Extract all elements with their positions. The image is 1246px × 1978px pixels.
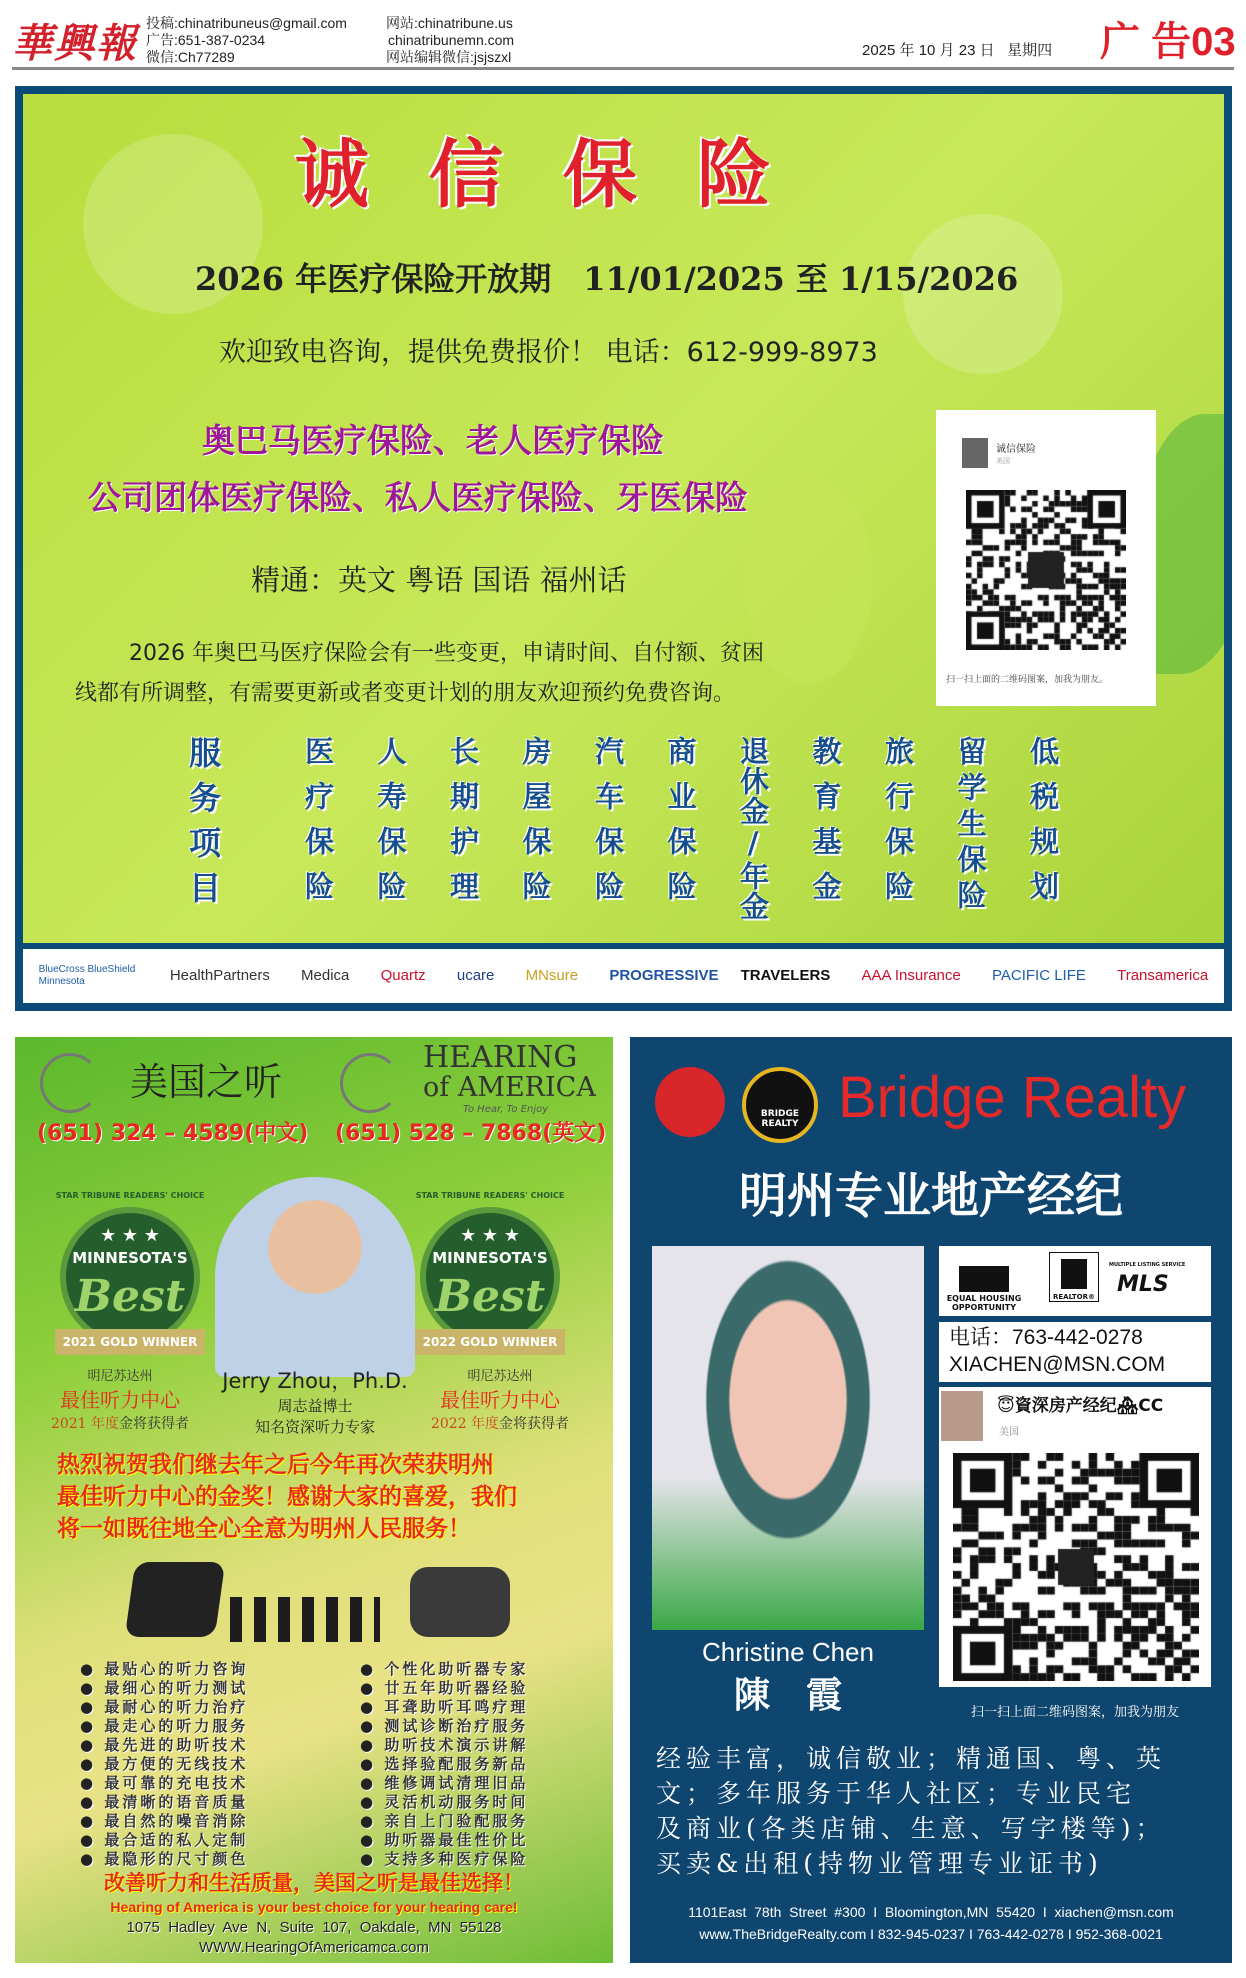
badge-ribbon: 2022 GOLD WINNER <box>415 1329 565 1355</box>
agent-phone: 电话：763-442-0278 <box>949 1326 1143 1349</box>
affiliation-logos <box>939 1246 1211 1316</box>
notice-line-1: 2026 年奥巴马医疗保险会有一些变更，申请时间、自付额、贫困 <box>129 641 764 666</box>
qr-account-name: 诚信保险 <box>996 444 1036 455</box>
badge-ribbon: 2021 GOLD WINNER <box>55 1329 205 1355</box>
tagline: To Hear, To Enjoy <box>463 1104 549 1115</box>
wechat-id: 微信:Ch77289 <box>146 49 235 65</box>
doctor-photo <box>215 1177 415 1377</box>
agent-name-en: Christine Chen <box>702 1637 874 1667</box>
badge-top: STAR TRIBUNE READERS' CHOICE <box>415 1191 565 1200</box>
feature-item: ● 最贴心的听力咨询 <box>80 1660 248 1679</box>
submission-email: 投稿:chinatribuneus@gmail.com <box>146 15 347 31</box>
stars-icon: ★ ★ ★ <box>460 1225 520 1246</box>
ear-logo-icon <box>40 1053 100 1113</box>
hearing-aids-image <box>230 1597 380 1642</box>
mls-logo: MLS <box>1117 1272 1169 1297</box>
features-right <box>360 1660 528 1869</box>
issue-date: 2025 年 10 月 23 日 <box>862 42 995 59</box>
mls-small: MULTIPLE LISTING SERVICE <box>1109 1262 1186 1268</box>
equal-housing-logo: EQUAL HOUSING OPPORTUNITY <box>943 1252 1025 1312</box>
feature-item: ● 支持多种医疗保险 <box>360 1850 528 1869</box>
service-item: 医疗保险 <box>301 736 335 916</box>
services-grid <box>298 736 1078 921</box>
carrier-logo: BlueCross BlueShield Minnesota <box>38 964 136 987</box>
carrier-logos <box>23 949 1224 1003</box>
feature-item: ● 个性化助听器专家 <box>360 1660 528 1679</box>
carrier-logo: Medica <box>301 967 350 984</box>
badge-mid: MINNESOTA'S <box>432 1249 548 1267</box>
feature-item: ● 最隐形的尺寸颜色 <box>80 1850 248 1869</box>
feature-item: ● 最先进的助听技术 <box>80 1736 248 1755</box>
carrier-logo: MNsure <box>525 967 579 984</box>
carrier-logo: HealthPartners <box>169 967 270 984</box>
service-item: 汽车保险 <box>591 736 625 916</box>
website-2: chinatribunemn.com <box>388 32 515 48</box>
feature-item: ● 最可靠的充电技术 <box>80 1774 248 1793</box>
slogan: 改善听力和生活质量，美国之听是最佳选择！ <box>104 1871 524 1895</box>
realtor-logo: REALTOR® <box>1049 1252 1099 1302</box>
feature-item: ● 测试诊断治疗服务 <box>360 1717 528 1736</box>
phone-line: 欢迎致电咨询，提供免费报价！ 电话：612-999-8973 <box>219 337 878 368</box>
address: 1075 Hadley Ave N, Suite 107, Oakdale, MN 55128 <box>126 1919 502 1936</box>
bio-line: 及商业(各类店铺、生意、写字楼等)； <box>656 1814 1166 1843</box>
bridge-realty-ad <box>630 1037 1232 1963</box>
minnesotas-best-badge <box>50 1187 210 1367</box>
slogan-english: Hearing of America is your best choice for your hearing care! <box>110 1899 518 1915</box>
badge-mid: MINNESOTA'S <box>72 1249 188 1267</box>
carrier-logo: Quartz <box>380 967 426 984</box>
service-item: 房屋保险 <box>518 736 553 916</box>
profile-avatar <box>962 438 988 468</box>
doctor-title: 知名资深听力专家 <box>254 1418 375 1436</box>
feature-item: ● 最合适的私人定制 <box>80 1831 248 1850</box>
website-1: 网站:chinatribune.us <box>386 15 513 31</box>
website-link[interactable]: WWW.HearingOfAmericamca.com <box>198 1939 430 1956</box>
badge-top: STAR TRIBUNE READERS' CHOICE <box>55 1191 205 1200</box>
service-item: 教育基金 <box>808 736 843 916</box>
service-item: 人寿保险 <box>373 736 408 916</box>
header-divider <box>12 67 1234 70</box>
feature-item: ● 最耐心的听力治疗 <box>80 1698 248 1717</box>
insurance-ad <box>15 86 1232 1011</box>
notice-line-2: 线都有所调整，有需要更新或者变更计划的朋友欢迎预约免费咨询。 <box>75 681 736 706</box>
features-left <box>80 1660 248 1869</box>
wechat-region: 美国 <box>999 1427 1019 1438</box>
bridge-realty-badge: BRIDGE REALTY <box>742 1067 818 1143</box>
minnesotas-best-badge <box>410 1187 570 1367</box>
badge-best: Best <box>74 1271 186 1322</box>
brand-line-1: HEARING <box>423 1040 578 1075</box>
award-caption: 明尼苏达州 最佳听力中心 2022 年度金将获得者 <box>430 1369 570 1432</box>
agent-bio <box>656 1741 1166 1881</box>
agent-photo <box>652 1246 924 1630</box>
profile-avatar <box>941 1391 983 1441</box>
ear-logo-icon <box>340 1053 400 1113</box>
feature-item: ● 耳聋助听耳鸣疗理 <box>360 1698 528 1717</box>
wechat-qr-card[interactable] <box>939 1387 1211 1687</box>
feature-item: ● 最方便的无线技术 <box>80 1755 248 1774</box>
feature-item: ● 维修调试清理旧品 <box>360 1774 528 1793</box>
feature-item: ● 助听器最佳性价比 <box>360 1831 528 1850</box>
brand-name-cn: 美国之听 <box>130 1060 283 1104</box>
brand-name: Bridge Realty <box>838 1065 1187 1130</box>
feature-item: ● 最清晰的语音质量 <box>80 1793 248 1812</box>
website-info <box>386 15 514 66</box>
qr-code <box>953 1453 1199 1681</box>
page-number: 03 <box>1191 20 1236 64</box>
insurance-types-1: 奥巴马医疗保险、老人医疗保险 <box>202 421 664 460</box>
feature-item: ● 最自然的噪音消除 <box>80 1812 248 1831</box>
service-item: 长期护理 <box>446 736 480 916</box>
ad-phone: 广告:651-387-0234 <box>146 32 266 48</box>
doctor-name: Jerry Zhou，Ph.D. <box>222 1369 408 1393</box>
doctor-name-cn: 周志益博士 <box>277 1397 353 1415</box>
newspaper-logo: 華興報 <box>12 20 138 67</box>
carrier-logo: ucare <box>456 967 495 984</box>
stars-icon: ★ ★ ★ <box>100 1225 160 1246</box>
headline: 明州专业地产经纪 <box>738 1168 1123 1224</box>
carrier-logo: AAA Insurance <box>861 967 961 984</box>
bio-line: 经验丰富，诚信敬业；精通国、粤、英 <box>656 1744 1167 1773</box>
service-item: 商业保险 <box>663 736 698 916</box>
badge-best: Best <box>434 1271 546 1322</box>
earbud-case-image <box>410 1567 510 1637</box>
qr-code <box>966 490 1126 650</box>
hearing-of-america-ad <box>15 1037 613 1963</box>
website-and-phones: www.TheBridgeRealty.com I 832-945-0237 I 763-442-0278 I 952-368-0021 <box>699 1926 1163 1942</box>
wechat-name: 😇資深房产经纪🏘CC <box>997 1396 1164 1416</box>
scan-caption: 扫一扫上面二维码图案，加我为朋友 <box>970 1705 1179 1720</box>
service-item: 旅行保险 <box>881 736 915 916</box>
charger-case-image <box>125 1562 226 1637</box>
brand-line-2: of AMERICA <box>423 1072 596 1103</box>
wechat-qr-card[interactable] <box>936 410 1156 706</box>
feature-item: ● 亲自上门验配服务 <box>360 1812 528 1831</box>
insurance-title: 诚信保险 <box>295 132 831 218</box>
open-enrollment-period: 2026 年医疗保险开放期 11/01/2025 至 1/15/2026 <box>195 260 1019 298</box>
bio-line: 买卖&出租(持物业管理专业证书) <box>656 1849 1103 1878</box>
congrats-line: 将一如既往地全心全意为明州人民服务！ <box>57 1516 471 1542</box>
section-label: 广 告 <box>1100 20 1192 64</box>
services-label: 服务项目 <box>184 736 222 916</box>
bio-line: 文；多年服务于华人社区；专业民宅 <box>656 1779 1137 1808</box>
qr-region: 美国 <box>996 457 1010 465</box>
feature-item: ● 最细心的听力测试 <box>80 1679 248 1698</box>
award-caption: 明尼苏达州 最佳听力中心 2021 年度金将获得者 <box>50 1369 190 1432</box>
carrier-logo: PACIFIC LIFE <box>991 967 1086 984</box>
feature-item: ● 廿五年助听器经验 <box>360 1679 528 1698</box>
service-item: 低税规划 <box>1026 736 1060 916</box>
feature-item: ● 最走心的听力服务 <box>80 1717 248 1736</box>
service-item: 退休金/年金 <box>736 736 770 921</box>
contact-info <box>146 15 347 66</box>
qr-caption: 扫一扫上面的二维码图案，加我为朋友。 <box>946 675 1109 685</box>
feature-item: ● 助听技术演示讲解 <box>360 1736 528 1755</box>
brand-name-en <box>423 1040 596 1103</box>
phone-english: (651) 528 – 7868(英文) <box>335 1121 607 1146</box>
feature-item: ● 灵活机动服务时间 <box>360 1793 528 1812</box>
weekday: 星期四 <box>1007 42 1053 59</box>
languages: 精通：英文 粤语 国语 福州话 <box>251 563 627 597</box>
phone-chinese: (651) 324 – 4589(中文) <box>37 1121 309 1146</box>
agent-email[interactable]: XIACHEN@MSN.COM <box>949 1353 1166 1376</box>
insurance-types-2: 公司团体医疗保险、私人医疗保险、牙医保险 <box>88 478 748 517</box>
congrats-text <box>57 1449 517 1545</box>
congrats-line: 热烈祝贺我们继去年之后今年再次荣获明州 <box>57 1452 494 1478</box>
carrier-logo: TRAVELERS <box>740 967 831 984</box>
office-address: 1101East 78th Street #300 I Bloomington,MN 55420 I xiachen@msn.com <box>688 1904 1174 1920</box>
carrier-logo: Transamerica <box>1117 967 1209 984</box>
web-editor-wechat: 网站编辑微信:jsjszxl <box>386 49 512 65</box>
agent-name-cn: 陳 霞 <box>733 1674 842 1716</box>
congrats-line: 最佳听力中心的金奖！感谢大家的喜爱，我们 <box>57 1484 517 1510</box>
service-item: 留学生保险 <box>953 736 988 916</box>
feature-item: ● 选择验配服务新品 <box>360 1755 528 1774</box>
carrier-logo: PROGRESSIVE <box>609 967 719 984</box>
dragon-logo-icon <box>655 1067 725 1137</box>
